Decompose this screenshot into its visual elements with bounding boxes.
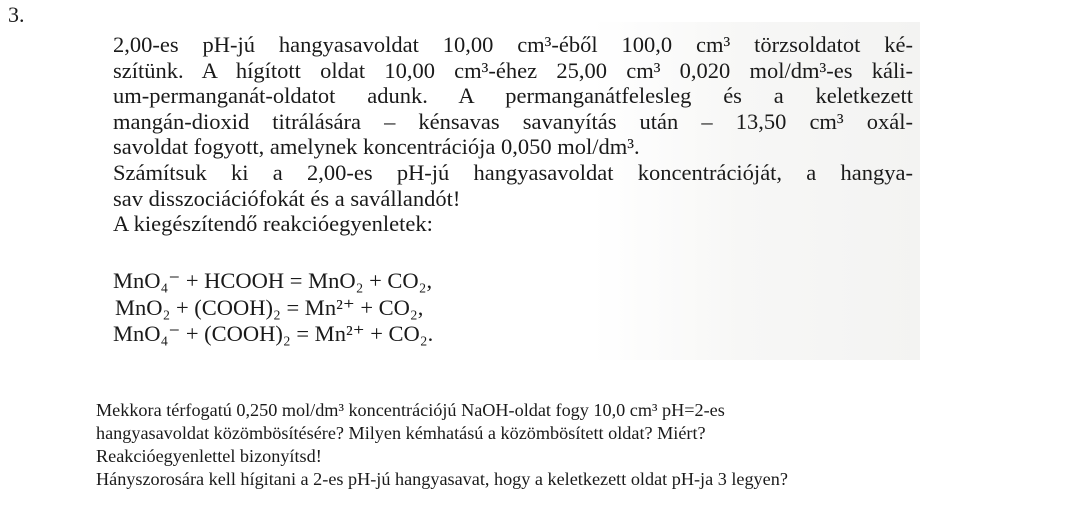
question-line-3: Reakcióegyenlettel bizonyítsd!	[96, 446, 322, 466]
question-line-4: Hányszorosára kell hígitani a 2-es pH-jú hangyasavat, hogy a keletkezett oldat pH-ja 3 legyen?	[96, 469, 788, 489]
equation-2: MnO₂ + (COOH)₂ = Mn²⁺ + CO₂,	[115, 294, 424, 320]
paragraph-line-7: sav disszociációfokát és a savállandót!	[113, 185, 461, 211]
equation-3: MnO₄⁻ + (COOH)₂ = Mn²⁺ + CO₂.	[113, 321, 434, 347]
question-line-1: Mekkora térfogatú 0,250 mol/dm³ koncentrációjú NaOH-oldat fogy 10,0 cm³ pH=2-es	[96, 400, 725, 420]
equation-1: MnO₄⁻ + HCOOH = MnO₂ + CO₂,	[113, 268, 433, 293]
paragraph-line-4: mangán-dioxid titrálására – kénsavas savanyítás után – 13,50 cm³ oxál-	[113, 108, 913, 134]
paragraph-line-1: 2,00-es pH-jú hangyasavoldat 10,00 cm³-éből 100,0 cm³ törzsoldatot ké-	[113, 32, 913, 57]
paragraph-line-6: Számítsuk ki a 2,00-es pH-jú hangyasavoldat koncentrációját, a hangya-	[113, 159, 913, 185]
reaction-equations	[113, 268, 433, 348]
question-line-2: hangyasavoldat közömbösítésére? Milyen kémhatású a közömbösített oldat? Miért?	[96, 423, 706, 443]
follow-up-questions	[96, 399, 1036, 491]
paragraph-line-2: szítünk. A hígított oldat 10,00 cm³-éhez 25,00 cm³ 0,020 mol/dm³-es káli-	[113, 57, 913, 83]
problem-paragraph	[113, 32, 913, 237]
paragraph-line-5: savoldat fogyott, amelynek koncentrációja 0,050 mol/dm³.	[113, 134, 640, 160]
paragraph-line-3: um-permanganát-oldatot adunk. A permanganátfelesleg és a keletkezett	[113, 83, 913, 109]
paragraph-line-8: A kiegészítendő reakcióegyenletek:	[113, 211, 433, 237]
problem-number: 3.	[8, 2, 25, 27]
